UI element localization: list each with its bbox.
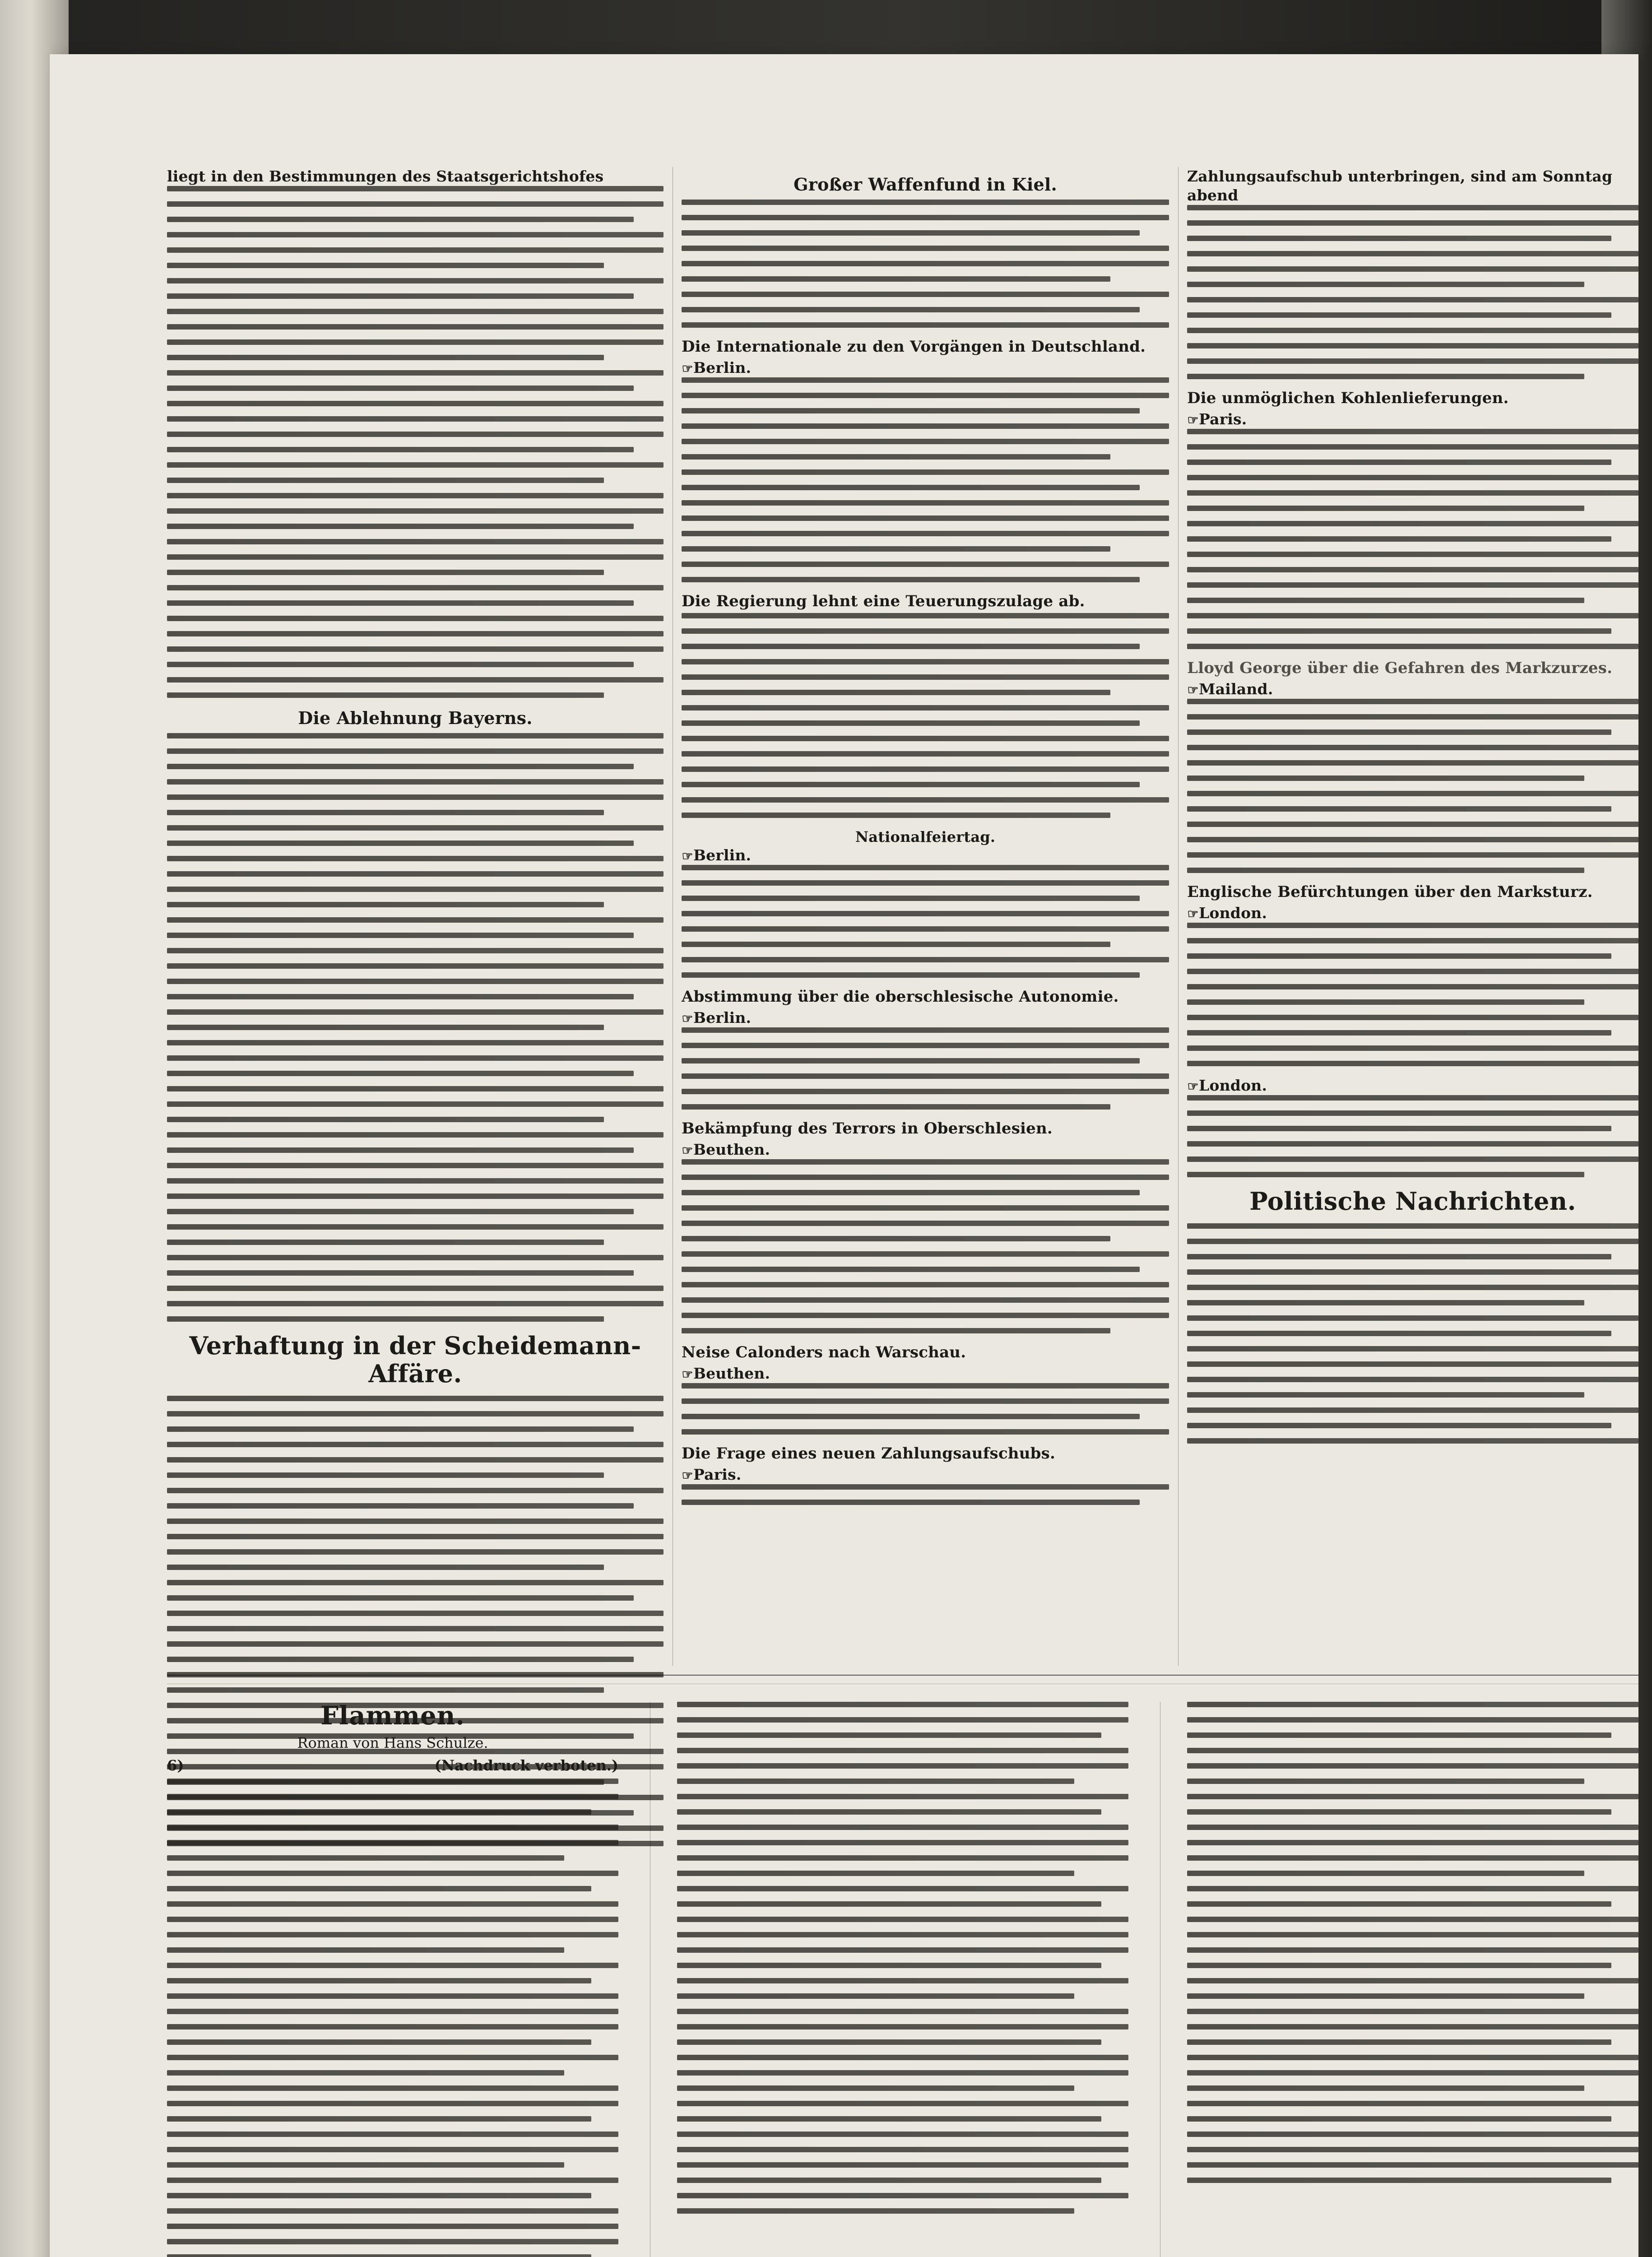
newspaper-page bbox=[50, 54, 1638, 2257]
heading-kohlenlieferungen: Die unmöglichen Kohlenlieferungen. bbox=[1187, 389, 1509, 407]
dateline-beuthen-1: ☞Beuthen. bbox=[682, 1141, 770, 1158]
serial-column-middle bbox=[677, 1702, 1128, 2257]
dateline-paris-1: ☞Paris. bbox=[682, 1466, 742, 1483]
middle-column-text bbox=[682, 174, 1169, 1505]
middle-news-column bbox=[682, 167, 1169, 1666]
pointing-hand-icon: ☞ bbox=[1187, 683, 1199, 697]
section-divider-top bbox=[167, 1675, 1638, 1676]
heading-politische-nachrichten: Politische Nachrichten. bbox=[1249, 1187, 1576, 1216]
serial-subtitle: Roman von Hans Schulze. bbox=[297, 1734, 488, 1751]
heading-regierung-lehnt-ab: Die Regierung lehnt eine Teuerungszulage ab. bbox=[682, 592, 1085, 610]
dateline-london-2: ☞London. bbox=[1187, 1077, 1267, 1094]
pointing-hand-icon: ☞ bbox=[1187, 1079, 1199, 1094]
pointing-hand-icon: ☞ bbox=[682, 849, 693, 864]
heading-bekaempfung-terrors: Bekämpfung des Terrors in Oberschlesien. bbox=[682, 1119, 1053, 1138]
pointing-hand-icon: ☞ bbox=[1187, 413, 1199, 427]
heading-zahlungsaufschub: Die Frage eines neuen Zahlungsaufschubs. bbox=[682, 1444, 1055, 1463]
left-column-text bbox=[167, 167, 664, 1846]
heading-englische-befuerchtungen: Englische Befürchtungen über den Marksturz. bbox=[1187, 883, 1593, 901]
serial-story-section bbox=[167, 1702, 1638, 2257]
pointing-hand-icon: ☞ bbox=[682, 1011, 693, 1026]
right-news-column bbox=[1187, 167, 1638, 1666]
left-column-intro: liegt in den Bestimmungen des Staatsgerichtshofes bbox=[167, 167, 604, 185]
serial-middle-text bbox=[677, 1702, 1128, 2214]
heading-abstimmung-autonomie: Abstimmung über die oberschlesische Autonomie. bbox=[682, 988, 1119, 1006]
page-content bbox=[167, 167, 1638, 2257]
pointing-hand-icon: ☞ bbox=[682, 1367, 693, 1382]
column-divider-2 bbox=[1178, 167, 1179, 1666]
serial-column-left bbox=[167, 1702, 618, 2257]
left-news-column bbox=[167, 167, 664, 1666]
pointing-hand-icon: ☞ bbox=[682, 1143, 693, 1158]
dateline-berlin-2: ☞Berlin. bbox=[682, 846, 752, 864]
serial-title: Flammen. bbox=[320, 1701, 465, 1731]
serial-installment: 6) bbox=[167, 1757, 184, 1774]
pointing-hand-icon: ☞ bbox=[682, 361, 693, 376]
heading-verhaftung-scheidemann-affaere: Verhaftung in der Scheidemann-Affäre. bbox=[189, 1331, 641, 1388]
heading-lloyd-george: Lloyd George über die Gefahren des Markzurzes. bbox=[1187, 659, 1613, 677]
heading-nationalfeiertag: Nationalfeiertag. bbox=[855, 828, 996, 845]
heading-grosser-waffenfund: Großer Waffenfund in Kiel. bbox=[794, 174, 1057, 195]
serial-rights-notice: (Nachdruck verboten.) bbox=[434, 1757, 618, 1774]
dateline-berlin-1: ☞Berlin. bbox=[682, 359, 752, 376]
right-column-text bbox=[1187, 167, 1638, 1444]
dateline-beuthen-2: ☞Beuthen. bbox=[682, 1365, 770, 1382]
heading-internationale: Die Internationale zu den Vorgängen in Deutschland. bbox=[682, 338, 1146, 356]
dateline-mailand: ☞Mailand. bbox=[1187, 680, 1273, 698]
right-column-intro: Zahlungsaufschub unterbringen, sind am Sonntag abend bbox=[1187, 167, 1613, 204]
serial-column-right bbox=[1187, 1702, 1638, 2257]
serial-right-text bbox=[1187, 1702, 1638, 2183]
heading-die-ablehnung-bayerns: Die Ablehnung Bayerns. bbox=[298, 708, 533, 728]
dateline-berlin-3: ☞Berlin. bbox=[682, 1009, 752, 1026]
pointing-hand-icon: ☞ bbox=[1187, 906, 1199, 921]
dateline-paris-2: ☞Paris. bbox=[1187, 410, 1247, 428]
heading-neise-calonders: Neise Calonders nach Warschau. bbox=[682, 1343, 966, 1361]
serial-left-text bbox=[167, 1779, 618, 2257]
pointing-hand-icon: ☞ bbox=[682, 1468, 693, 1483]
serial-meta bbox=[167, 1757, 618, 1774]
dateline-london-1: ☞London. bbox=[1187, 904, 1267, 922]
